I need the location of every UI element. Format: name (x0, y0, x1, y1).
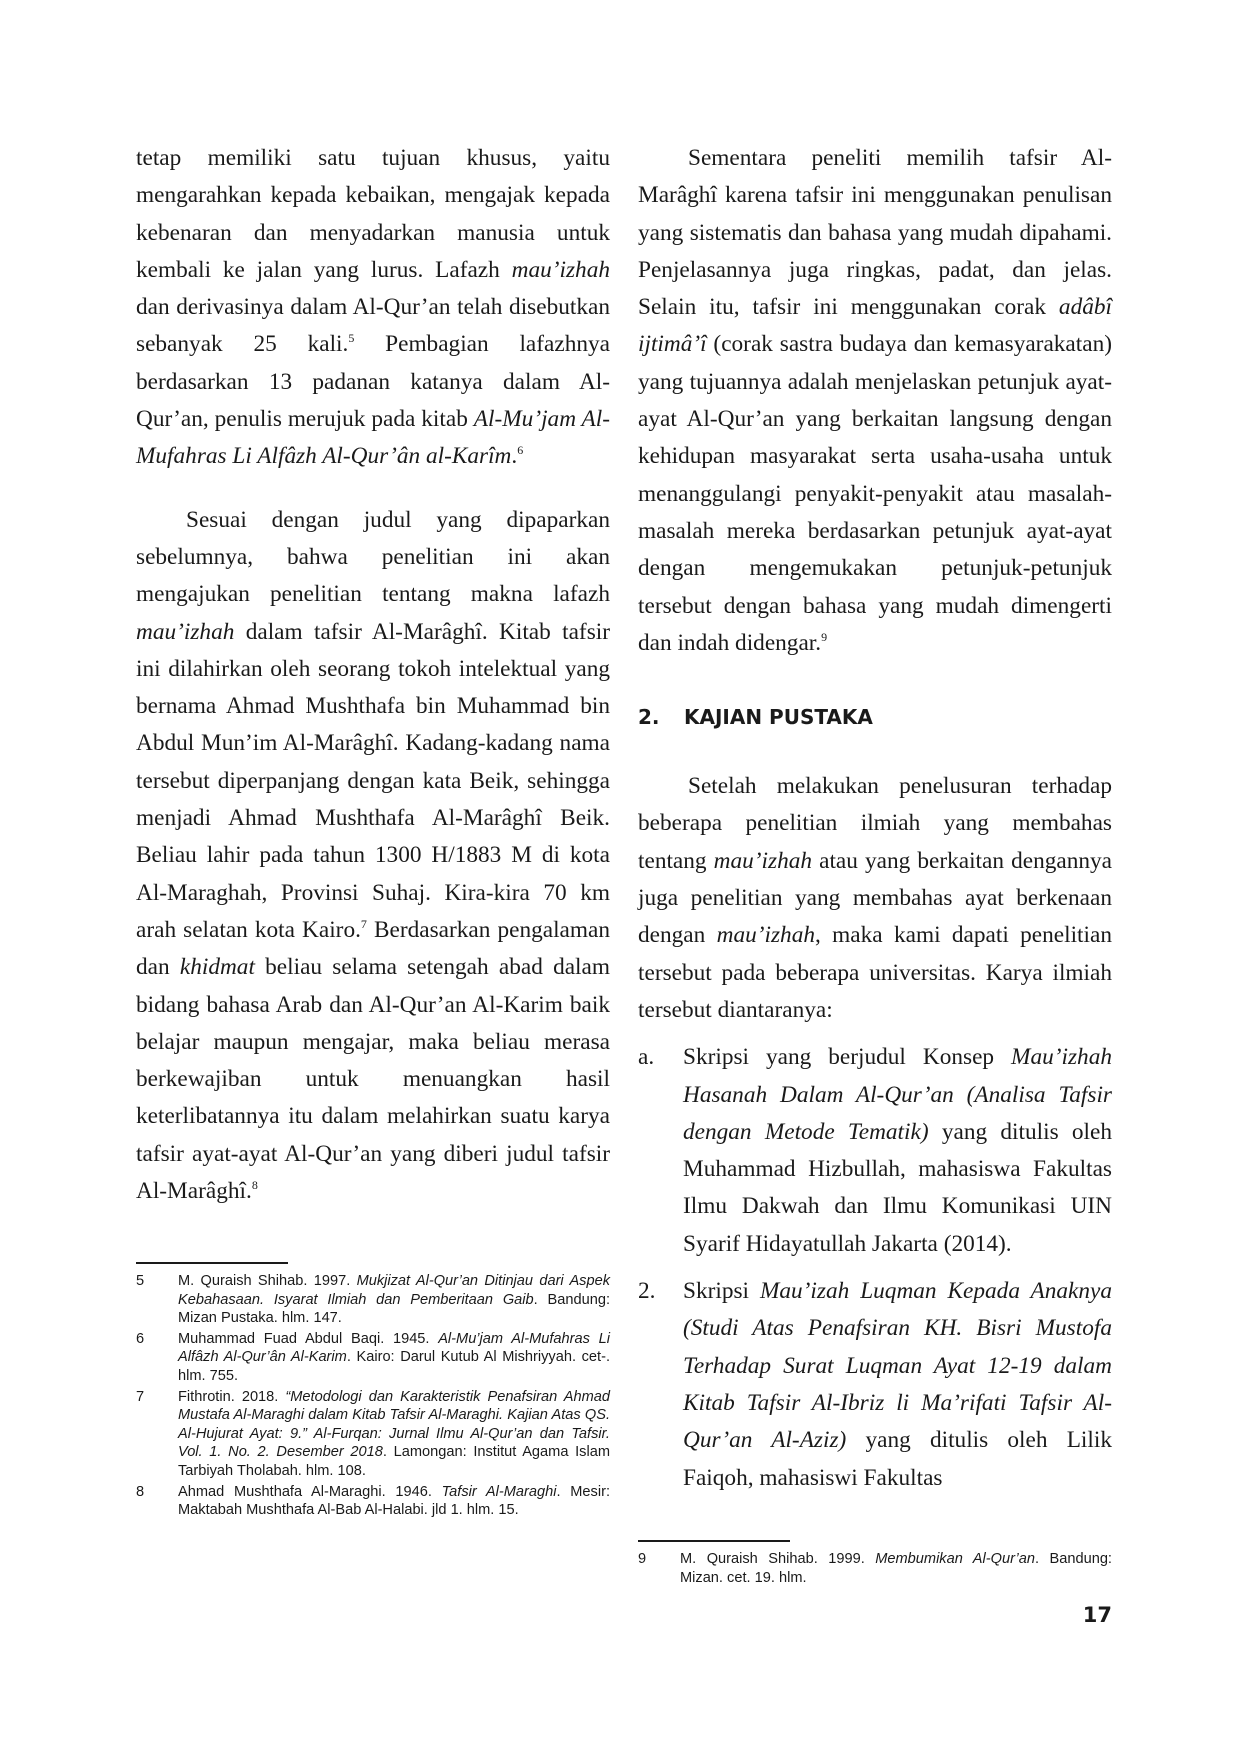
text-run: . Lamongan: Institut Agama Islam Tarbiyah Tholabah. hlm. 108. (178, 1444, 610, 1479)
list-marker: 2. (638, 1278, 656, 1305)
text-run: . (511, 443, 518, 470)
left-paragraph-1 (136, 140, 610, 476)
footnote-ref: 9 (821, 630, 828, 645)
italic-text: Mukjizat Al-Qur’an Ditinjau dari Aspek Kebahasaan. Isyarat Ilmiah dan Pemberitaan Gaib (178, 1273, 611, 1308)
text-run: . Bandung: Mizan Pustaka. hlm. 147. (178, 1291, 610, 1327)
footnote (136, 1272, 610, 1328)
left-paragraph-2 (136, 502, 610, 1211)
right-paragraph-1 (638, 140, 1112, 662)
text-run: Ahmad Mushthafa Al-Maraghi. 1946. (178, 1483, 442, 1500)
list-item-text (683, 1039, 1112, 1263)
footnote-ref: 5 (348, 331, 355, 346)
italic-text: mau’izhah (511, 256, 610, 283)
footnote-number: 6 (136, 1330, 145, 1347)
text-run: yang ditulis oleh Lilik Faiqoh, mahasiswi Fakultas (683, 1427, 1113, 1491)
footnote-text (178, 1272, 610, 1328)
text-run: Sesuai dengan judul yang dipaparkan sebelumnya, bahwa penelitian ini akan mengajukan penelitian tentang makna lafazh (136, 506, 610, 608)
italic-text: Al-Mu’jam Al-Mufahras Li Alfâzh Al-Qur’ân Al-Karim (178, 1330, 610, 1366)
italic-text: Mau’izhah Hasanah Dalam Al-Qur’an (Analisa Tafsir dengan Metode Tematik) (683, 1044, 1112, 1145)
text-run: . Bandung: Mizan. cet. 19. hlm. (680, 1551, 1112, 1586)
right-footnote-rule (638, 1540, 790, 1542)
footnote-number: 5 (136, 1273, 145, 1289)
text-run: Berdasarkan pengalaman dan (136, 916, 611, 981)
text-run: dan derivasinya dalam Al-Qur’an telah disebutkan sebanyak 25 kali. (136, 294, 610, 358)
italic-text: mau’izhah (713, 847, 813, 874)
text-run: M. Quraish Shihab. 1999. (680, 1551, 876, 1567)
footnote (136, 1330, 610, 1386)
text-run: M. Quraish Shihab. 1997. (178, 1273, 357, 1289)
footnote-number: 7 (136, 1388, 145, 1405)
text-run: dalam tafsir Al-Marâghî. Kitab tafsir ini dilahirkan oleh seorang tokoh intelektual yang bernama Ahmad Mushthafa bin Muhammad bin Abdul Mun’im Al-Marâghî. Kadang-kadang nama tersebut diperpanjang dengan kata Beik, sehingga menjadi Ahmad Mushthafa Al-Marâghî Beik. Beliau lahir pada tahun 1300 H/1883 M di kota Al-Maraghah, Provinsi Suhaj. Kira-kira 70 km arah selatan kota Kairo. (136, 618, 610, 943)
list-marker: a. (638, 1044, 655, 1071)
list-item (638, 1273, 1112, 1497)
footnote-number: 8 (136, 1483, 145, 1500)
page-number: 17 (1082, 1603, 1112, 1627)
left-footnote-rule (136, 1262, 288, 1264)
text-run: Pembagian lafazhnya berdasarkan 13 padanan katanya dalam Al-Qur’an, penulis merujuk pada kitab (136, 331, 610, 433)
text-run: (corak sastra budaya dan kemasyarakatan) yang tujuannya adalah menjelaskan petunjuk ayat-ayat Al-Qur’an yang berkaitan langsung dengan kehidupan masyarakat serta usaha-usaha untuk menanggulangi penyakit-penyakit atau masalah-masalah mereka berdasarkan petunjuk ayat-ayat dengan mengemukakan petunjuk-petunjuk tersebut dengan bahasa yang mudah dimengerti dan indah didengar. (638, 331, 1112, 656)
left-footnotes (136, 1272, 610, 1522)
text-run: Fithrotin. 2018. (178, 1388, 286, 1405)
italic-text: Al-Mu’jam Al-Mufahras Li Alfâzh Al-Qur’ân al-Karîm (136, 406, 610, 470)
right-paragraph-2 (638, 768, 1112, 1029)
italic-text: Mau’izah Luqman Kepada Anaknya (Studi Atas Penafsiran KH. Bisri Mustofa Terhadap Surat Luqman Ayat 12-19 dalam Kitab Tafsir Al-Ibriz li Ma’rifati Tafsir Al-Qur’an Al-Aziz) (683, 1278, 1112, 1454)
footnote-ref: 6 (517, 443, 524, 458)
italic-text: “Metodologi dan Karakteristik Penafsiran Ahmad Mustafa Al-Maraghi dalam Kitab Tafsir Al-Maraghi. Kajian Atas QS. Al-Hujurat Ayat: 9.” Al-Furqan: Jurnal Ilmu Al-Qur’an dan Tafsir. Vol. 1. No. 2. Desember 2018 (178, 1388, 610, 1461)
italic-text: mau’izhah (136, 618, 235, 645)
text-run: Muhammad Fuad Abdul Baqi. 1945. (178, 1330, 439, 1347)
italic-text: Tafsir Al-Maraghi (441, 1483, 557, 1500)
right-column (638, 140, 1112, 1507)
text-run: . Kairo: Darul Kutub Al Mishriyyah. cet-. hlm. 755. (178, 1349, 610, 1384)
text-run: beliau selama setengah abad dalam bidang bahasa Arab dan Al-Qur’an Al-Karim baik belajar maupun mengajar, maka beliau merasa berkewajiban untuk menuangkan hasil keterlibatannya itu dalam melahirkan suatu karya tafsir ayat-ayat Al-Qur’an yang diberi judul tafsir Al-Marâghî. (136, 954, 610, 1205)
text-run: Sementara peneliti memilih tafsir Al-Marâghî karena tafsir ini menggunakan penulisan yang sistematis dan bahasa yang mudah dipahami. Penjelasannya juga ringkas, padat, dan jelas. Selain itu, tafsir ini menggunakan corak (638, 145, 1112, 321)
list-item-text (683, 1273, 1112, 1497)
left-column (136, 140, 610, 1210)
footnote-number: 9 (638, 1551, 647, 1567)
footnote-ref: 7 (360, 917, 367, 932)
section-number: 2. (638, 705, 660, 730)
text-run: Skripsi (683, 1278, 760, 1305)
text-run: atau yang berkaitan dengannya juga penelitian yang membahas ayat berkenaan dengan (638, 847, 1112, 949)
footnote-text (680, 1550, 1112, 1587)
text-run: yang ditulis oleh Muhammad Hizbullah, mahasiswa Fakultas Ilmu Dakwah dan Ilmu Komunikasi UIN Syarif Hidayatullah Jakarta (2014). (683, 1118, 1112, 1257)
section-title: KAJIAN PUSTAKA (684, 705, 873, 730)
footnote-text (178, 1483, 610, 1520)
section-heading (638, 700, 1112, 734)
italic-text: Membumikan Al-Qur’an (875, 1551, 1035, 1567)
text-run: . Mesir: Maktabah Mushthafa Al-Bab Al-Halabi. jld 1. hlm. 15. (178, 1483, 611, 1519)
footnote (136, 1483, 610, 1520)
footnote (638, 1550, 1112, 1587)
text-run: , maka kami dapati penelitian tersebut pada beberapa universitas. Karya ilmiah tersebut diantaranya: (638, 922, 1112, 1023)
footnote-text (178, 1330, 610, 1386)
italic-text: mau’izhah (716, 922, 815, 949)
footnote (136, 1388, 610, 1481)
right-footnotes (638, 1550, 1112, 1589)
text-run: Setelah melakukan penelusuran terhadap beberapa penelitian ilmiah yang membahas tentang (638, 773, 1112, 874)
italic-text: adâbî ijtimâ’î (638, 294, 1112, 358)
list-item (638, 1039, 1112, 1263)
text-run: Skripsi yang berjudul Konsep (683, 1044, 1012, 1071)
text-run: tetap memiliki satu tujuan khusus, yaitu mengarahkan kepada kebaikan, mengajak kepada kebenaran dan menyadarkan manusia untuk kembali ke jalan yang lurus. Lafazh (136, 145, 610, 283)
footnote-text (178, 1388, 610, 1481)
footnote-ref: 8 (251, 1178, 258, 1193)
literature-list (638, 1039, 1112, 1497)
italic-text: khidmat (179, 954, 255, 981)
